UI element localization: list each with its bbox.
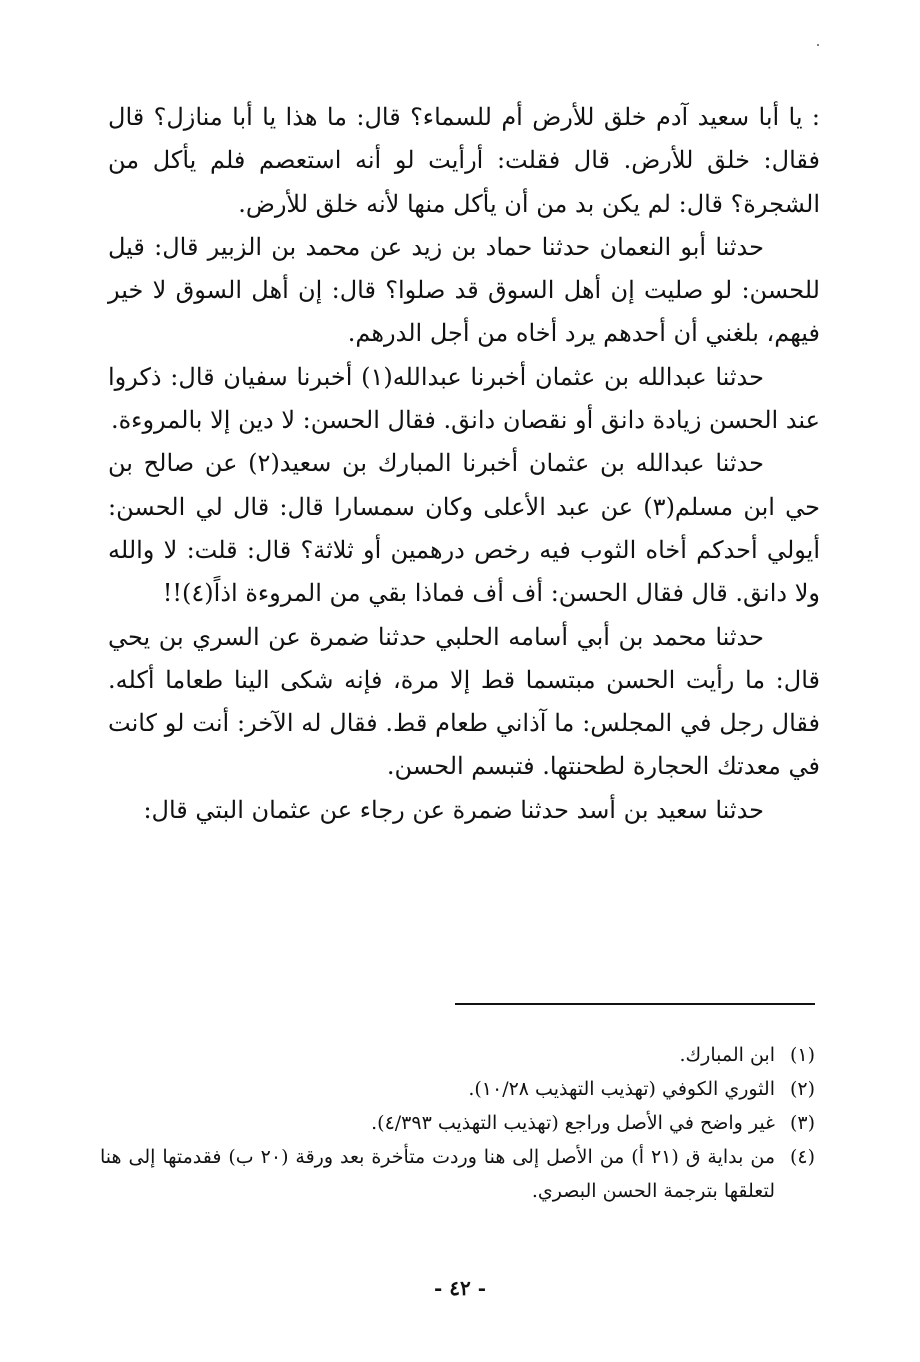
- footnote-separator: [455, 1003, 815, 1005]
- footnote-number: (٤): [789, 1146, 815, 1168]
- footnote-text: غير واضح في الأصل وراجع (تهذيب التهذيب ٤/٣٩٣).: [371, 1112, 775, 1134]
- footnotes: [100, 1038, 815, 1208]
- paragraph-4: حدثنا عبدالله بن عثمان أخبرنا المبارك بن سعيد(٢) عن صالح بن حي ابن مسلم(٣) عن عبد الأعلى وكان سمسارا قال: قال لي الحسن: أيولي أحدكم أخاه الثوب فيه رخص درهمين أو ثلاثة؟ قال: قلت: لا والله ولا دانق. قال فقال الحسن: أف أف فماذا بقي من المروءة اذاً(٤)!!: [108, 449, 820, 608]
- page-number: - ٤٢ -: [433, 1276, 486, 1300]
- footnote-1: [100, 1038, 815, 1072]
- footnote-text: الثوري الكوفي (تهذيب التهذيب ١٠/٢٨).: [468, 1078, 775, 1100]
- footnote-number: (٢): [789, 1078, 815, 1100]
- main-text: [108, 96, 820, 832]
- paragraph-3: حدثنا عبدالله بن عثمان أخبرنا عبدالله(١) أخبرنا سفيان قال: ذكروا عند الحسن زيادة دانق أو نقصان دانق. فقال الحسن: لا دين إلا بالمروءة.: [108, 362, 820, 435]
- paragraph-5: حدثنا محمد بن أبي أسامه الحلبي حدثنا ضمرة عن السري بن يحي قال: ما رأيت الحسن مبتسما قط إلا مرة، فإنه شكى الينا طعاما أكله. فقال رجل في المجلس: ما آذاني طعام قط. فقال له الآخر: أنت لو كانت في معدتك الحجارة لطحنتها. فتبسم الحسن.: [108, 622, 820, 781]
- footnote-text: ابن المبارك.: [679, 1044, 775, 1066]
- paragraph-6: حدثنا سعيد بن أسد حدثنا ضمرة عن رجاء عن عثمان البتي قال:: [143, 795, 764, 824]
- scan-speck: [817, 44, 819, 46]
- paragraph-1: : يا أبا سعيد آدم خلق للأرض أم للسماء؟ قال: ما هذا يا أبا منازل؟ قال فقال: خلق للأرض. قال فقلت: أرأيت لو أنه استعصم فلم يأكل من الشجرة؟ قال: لم يكن بد من أن يأكل منها لأنه خلق للأرض.: [108, 103, 820, 218]
- footnote-text: من بداية ق (٢١ أ) من الأصل إلى هنا وردت متأخرة بعد ورقة (٢٠ ب) فقدمتها إلى هنا لتعلقها بترجمة الحسن البصري.: [100, 1146, 775, 1202]
- footnote-4: [100, 1140, 815, 1208]
- footnote-3: [100, 1106, 815, 1140]
- paragraph-2: حدثنا أبو النعمان حدثنا حماد بن زيد عن محمد بن الزبير قال: قيل للحسن: لو صليت إن أهل السوق قد صلوا؟ قال: إن أهل السوق لا خير فيهم، بلغني أن أحدهم يرد أخاه من أجل الدرهم.: [108, 232, 820, 348]
- footnote-number: (٣): [789, 1112, 815, 1134]
- footnote-2: [100, 1072, 815, 1106]
- footnote-number: (١): [789, 1044, 815, 1066]
